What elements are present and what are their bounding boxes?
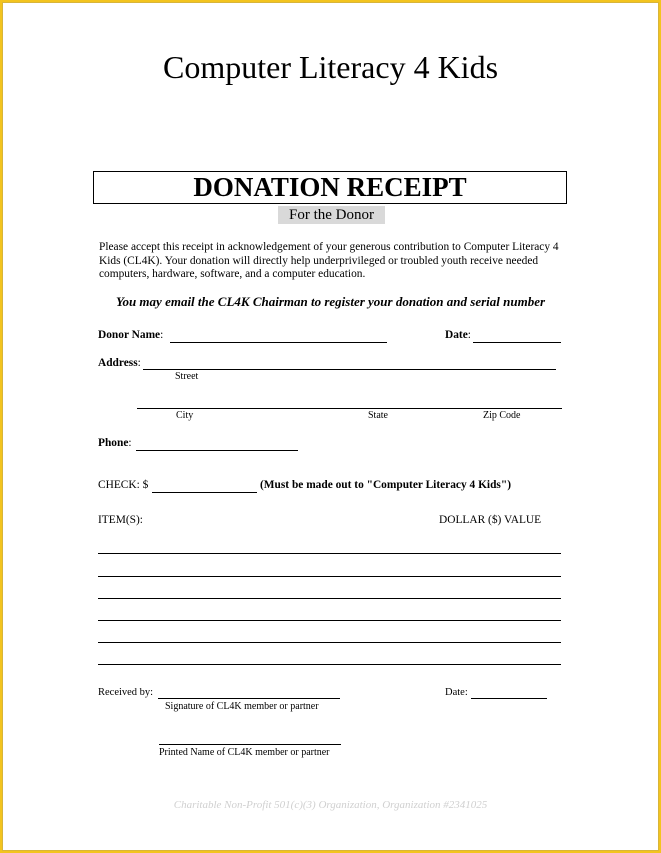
street-field[interactable] [143,369,556,370]
email-note: You may email the CL4K Chairman to register your donation and serial number [115,294,546,309]
signature-caption: Signature of CL4K member or partner [165,701,319,712]
footer-note: Charitable Non-Profit 501(c)(3) Organization, Organization #2341025 [173,799,488,811]
item-line[interactable] [98,642,561,643]
printed-name-field[interactable] [159,744,341,745]
received-date-label: Date: [445,687,468,698]
city-state-zip-field[interactable] [137,408,562,409]
date-label: Date: [445,329,471,341]
for-donor-subheading: For the Donor [278,206,385,224]
item-line[interactable] [98,598,561,599]
phone-field[interactable] [136,450,298,451]
check-amount-field[interactable] [152,492,257,493]
check-label: CHECK: $ [98,479,149,491]
city-caption: City [176,410,194,421]
intro-paragraph: Please accept this receipt in acknowledgement of your generous contribution to Computer Literacy 4 Kids (CL4K). Your donation will directly help underprivileged or troubled youth receive needed computers, hardware, software, and a computer education. [99,241,559,281]
item-line[interactable] [98,576,561,577]
organization-title: Computer Literacy 4 Kids [162,49,499,85]
item-line[interactable] [98,664,561,665]
address-label: Address: [98,357,141,369]
street-caption: Street [175,371,199,382]
received-date-field[interactable] [471,698,547,699]
receipt-page [2,2,659,851]
zip-caption: Zip Code [483,410,521,421]
receipt-heading: DONATION RECEIPT [93,171,567,204]
date-field[interactable] [473,342,561,343]
received-by-label: Received by: [98,687,154,698]
items-label: ITEM(S): [98,514,143,526]
phone-label: Phone: [98,437,132,449]
state-caption: State [368,410,388,421]
printed-name-caption: Printed Name of CL4K member or partner [159,747,330,758]
check-note: (Must be made out to "Computer Literacy 4 Kids") [260,479,511,491]
dollar-value-label: DOLLAR ($) VALUE [439,514,542,526]
item-line[interactable] [98,620,561,621]
donor-name-field[interactable] [170,342,387,343]
signature-field[interactable] [158,698,340,699]
item-line[interactable] [98,553,561,554]
donor-name-label: Donor Name: [98,329,164,341]
